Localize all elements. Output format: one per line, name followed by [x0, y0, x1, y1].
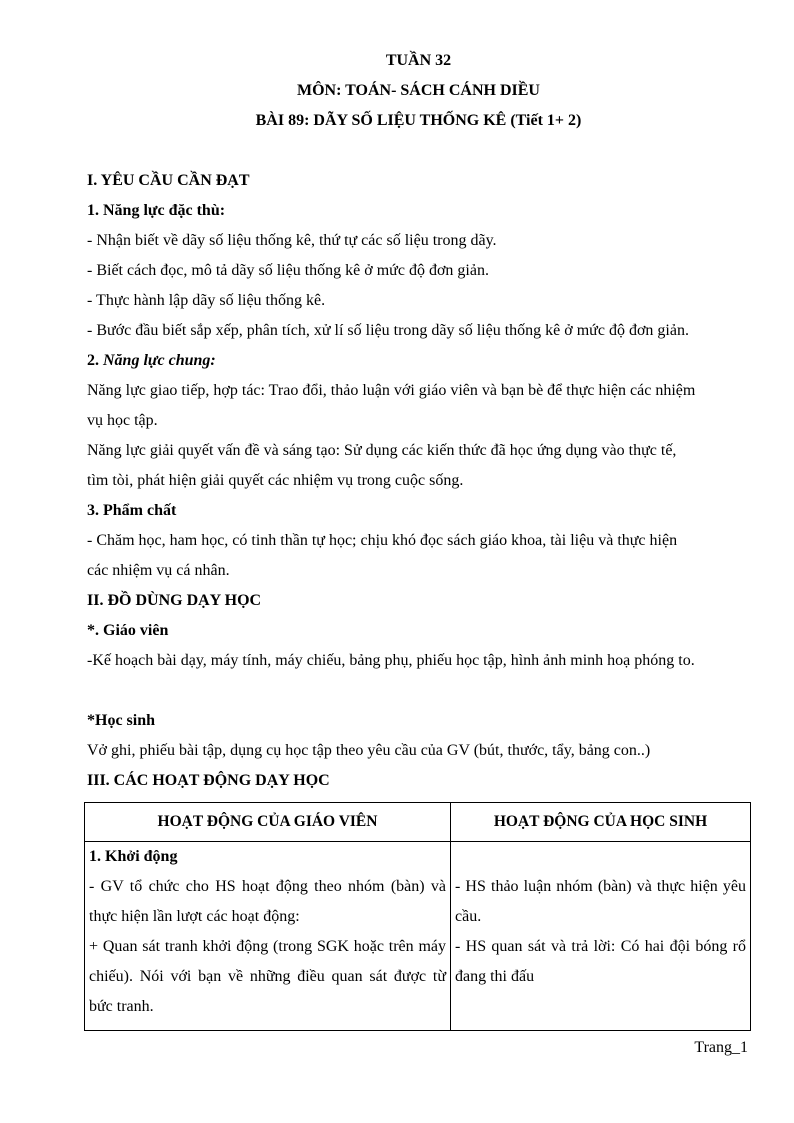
subject-title: MÔN: TOÁN- SÁCH CÁNH DIỀU [297, 82, 540, 99]
teacher-column-header: HOẠT ĐỘNG CỦA GIÁO VIÊN [85, 803, 451, 842]
student-activity-line: - HS thảo luận nhóm (bàn) và thực hiện yêu cầu. [455, 878, 746, 925]
activities-table [84, 802, 751, 1031]
teacher-title: *. Giáo viên [87, 622, 169, 639]
section1-title: I. YÊU CẦU CẦN ĐẠT [87, 172, 250, 189]
sub3-line: các nhiệm vụ cá nhân. [87, 562, 230, 579]
sub3-line: - Chăm học, ham học, có tinh thần tự học; chịu khó đọc sách giáo khoa, tài liệu và thực hiện [87, 532, 678, 549]
lesson-title: BÀI 89: DÃY SỐ LIỆU THỐNG KÊ (Tiết 1+ 2) [255, 112, 582, 129]
student-cell [451, 842, 751, 1031]
teacher-cell [85, 842, 451, 1031]
sub2-paragraph-line: Năng lực giải quyết vấn đề và sáng tạo: Sử dụng các kiến thức đã học ứng dụng vào thực tế, [87, 442, 677, 459]
sub1-title: 1. Năng lực đặc thù: [87, 202, 226, 219]
sub3-title: 3. Phẩm chất [87, 502, 177, 519]
table-header-row [85, 803, 751, 842]
activity-heading: 1. Khởi động [89, 848, 178, 865]
student-title: *Học sinh [87, 712, 156, 729]
sub2-label: Năng lực chung: [103, 352, 216, 369]
table-row [85, 842, 751, 1031]
section2-title: II. ĐỒ DÙNG DẠY HỌC [87, 592, 262, 609]
sub1-item: - Thực hành lập dãy số liệu thống kê. [87, 292, 326, 309]
sub1-item: - Biết cách đọc, mô tả dãy số liệu thống kê ở mức độ đơn giản. [87, 262, 489, 279]
teacher-activity-line: - GV tổ chức cho HS hoạt động theo nhóm (bàn) và thực hiện lần lượt các hoạt động: [89, 878, 446, 925]
page-number: Trang_1 [694, 1039, 748, 1056]
sub2-number: 2. [87, 352, 103, 369]
student-text: Vở ghi, phiếu bài tập, dụng cụ học tập theo yêu cầu của GV (bút, thước, tẩy, bảng con..) [87, 742, 651, 759]
sub1-item: - Nhận biết về dãy số liệu thống kê, thứ tự các số liệu trong dãy. [87, 232, 497, 249]
sub1-item: - Bước đầu biết sắp xếp, phân tích, xử lí số liệu trong dãy số liệu thống kê ở mức độ đơn giản. [87, 322, 689, 339]
teacher-text: -Kế hoạch bài dạy, máy tính, máy chiếu, bảng phụ, phiếu học tập, hình ảnh minh hoạ phóng to. [87, 652, 695, 669]
sub2-paragraph-line: Năng lực giao tiếp, hợp tác: Trao đổi, thảo luận với giáo viên và bạn bè để thực hiện các nhiệm [87, 382, 696, 399]
sub2-paragraph-line: vụ học tập. [87, 412, 158, 429]
sub2-title [87, 346, 750, 376]
student-activity-line: - HS quan sát và trả lời: Có hai đội bóng rổ đang thi đấu [455, 938, 746, 985]
student-column-header: HOẠT ĐỘNG CỦA HỌC SINH [451, 803, 751, 842]
sub2-paragraph-line: tìm tòi, phát hiện giải quyết các nhiệm vụ trong cuộc sống. [87, 472, 464, 489]
document-page [87, 46, 750, 1031]
teacher-activity-line: + Quan sát tranh khởi động (trong SGK hoặc trên máy chiếu). Nói với bạn về những điều quan sát được từ bức tranh. [89, 938, 446, 1015]
section3-title: III. CÁC HOẠT ĐỘNG DẠY HỌC [87, 772, 330, 789]
week-title: TUẦN 32 [385, 52, 452, 69]
